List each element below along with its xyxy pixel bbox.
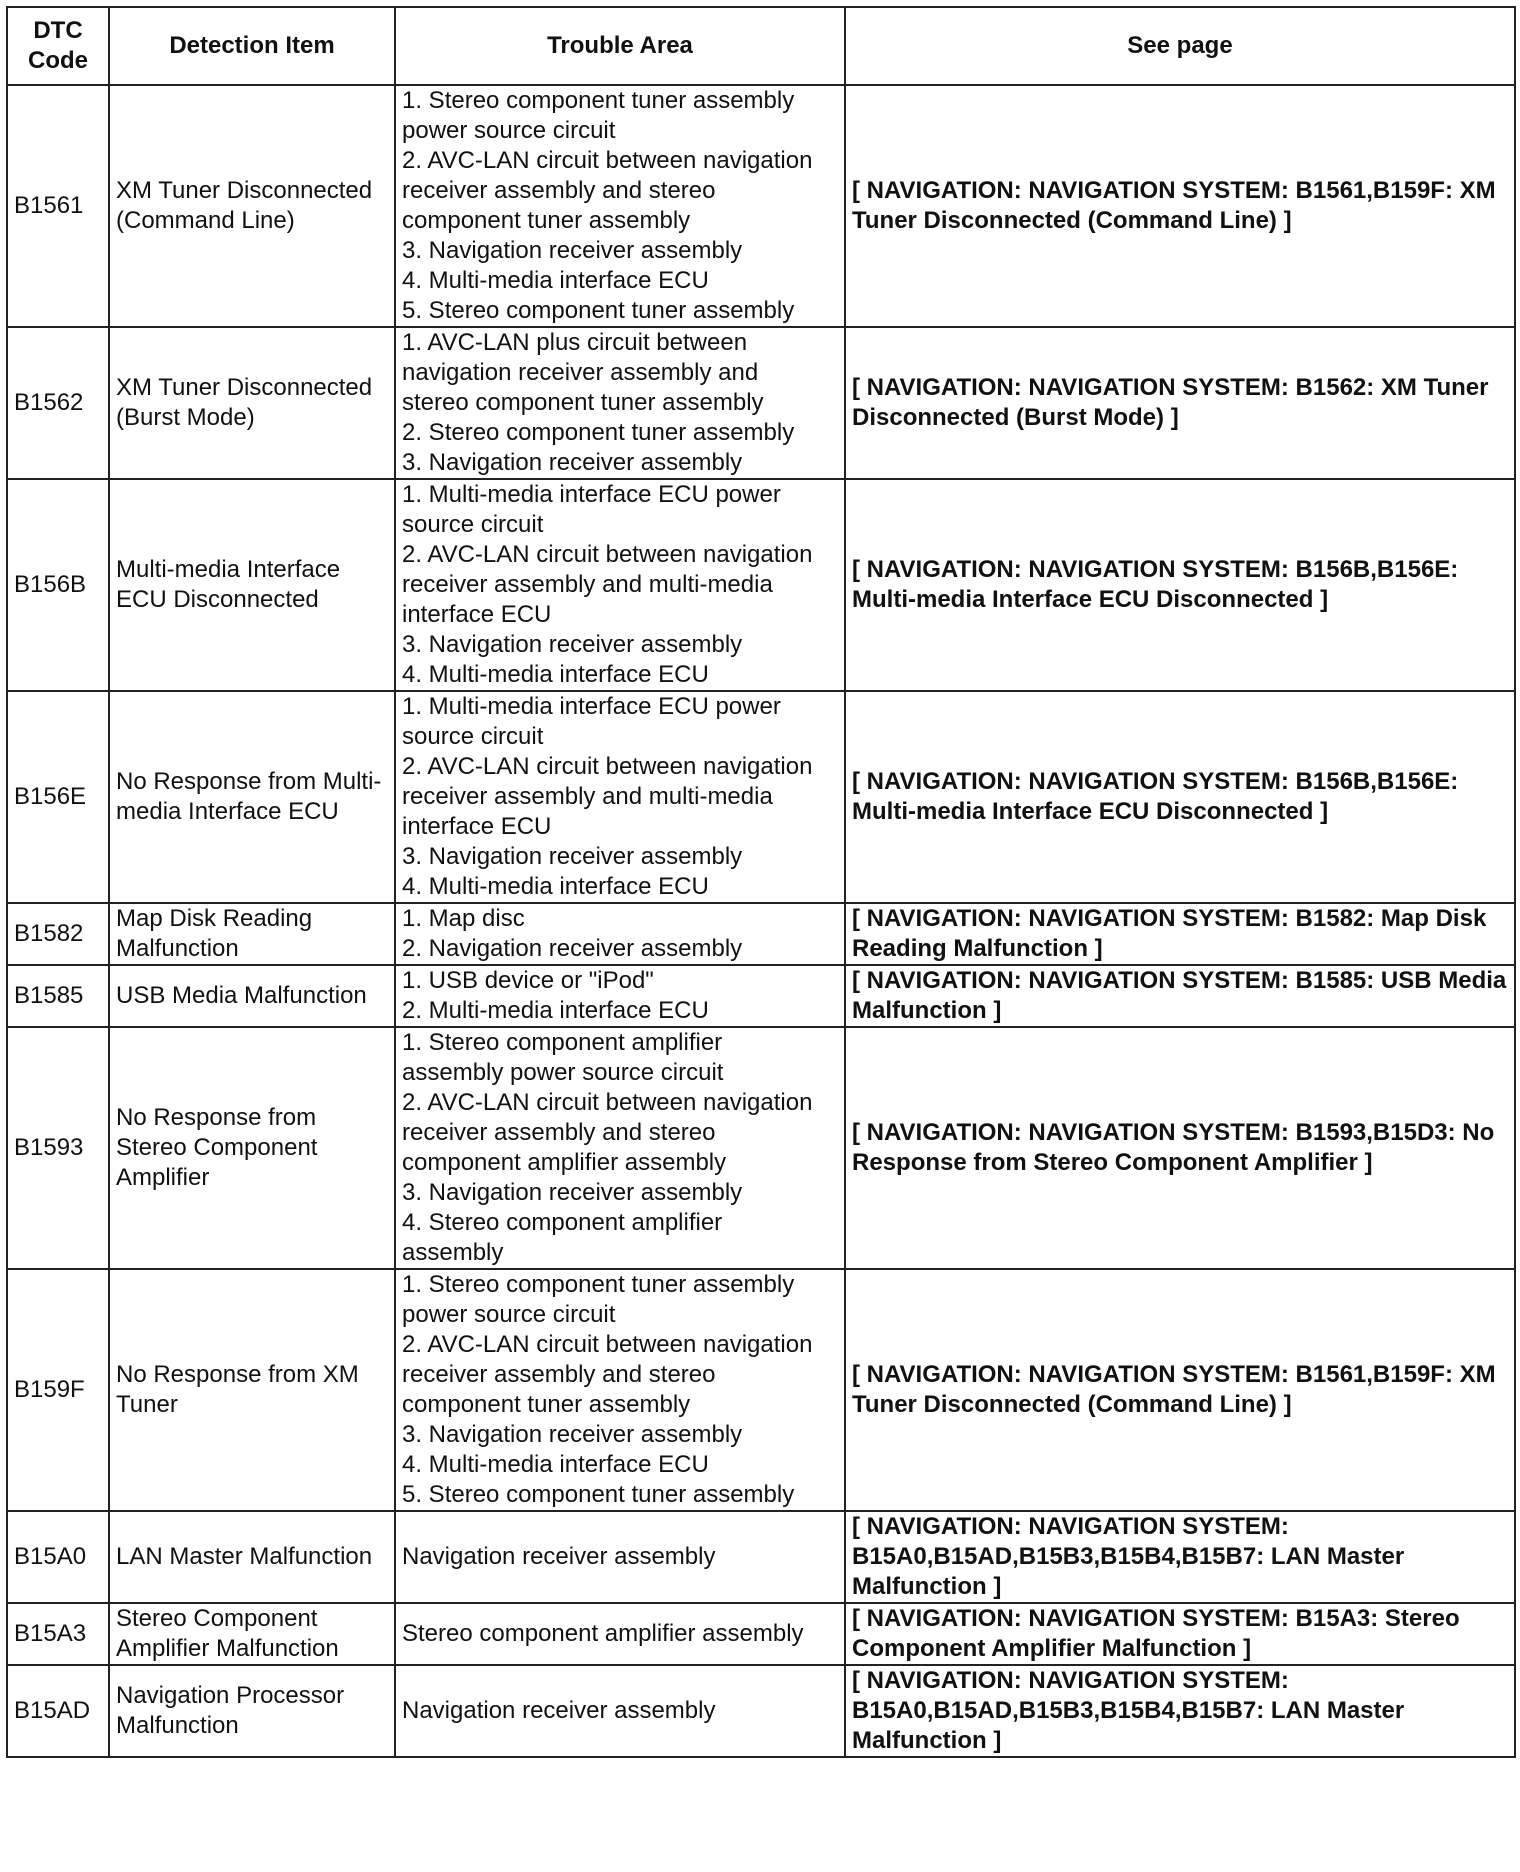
trouble-area-line: stereo component tuner assembly [402, 389, 764, 416]
table-row [7, 1511, 1515, 1603]
see-page-link[interactable]: [ NAVIGATION: NAVIGATION SYSTEM: B15A3: Stereo Component Amplifier Malfunction ] [845, 1603, 1515, 1665]
trouble-area-cell [395, 479, 845, 691]
trouble-area-cell [395, 691, 845, 903]
table-row [7, 691, 1515, 903]
trouble-area-line: 4. Multi-media interface ECU [402, 267, 709, 294]
detection-item-cell: Navigation Processor Malfunction [109, 1665, 395, 1757]
detection-item-cell: Stereo Component Amplifier Malfunction [109, 1603, 395, 1665]
dtc-table [6, 6, 1516, 1758]
table-row [7, 903, 1515, 965]
dtc-code-cell: B15AD [7, 1665, 109, 1757]
trouble-area-cell [395, 1665, 845, 1757]
detection-item-cell: USB Media Malfunction [109, 965, 395, 1027]
trouble-area-line: assembly power source circuit [402, 1059, 724, 1086]
trouble-area-line: 1. Multi-media interface ECU power [402, 693, 781, 720]
see-page-link[interactable]: [ NAVIGATION: NAVIGATION SYSTEM: B1585: USB Media Malfunction ] [845, 965, 1515, 1027]
trouble-area-cell [395, 1603, 845, 1665]
table-body [7, 85, 1515, 1757]
detection-item-cell: Multi-media Interface ECU Disconnected [109, 479, 395, 691]
dtc-code-cell: B156B [7, 479, 109, 691]
trouble-area-cell [395, 327, 845, 479]
trouble-area-line: 1. Stereo component amplifier [402, 1029, 723, 1056]
trouble-area-cell [395, 903, 845, 965]
see-page-link[interactable]: [ NAVIGATION: NAVIGATION SYSTEM: B156B,B156E: Multi-media Interface ECU Disconnected ] [845, 479, 1515, 691]
trouble-area-line: 2. Multi-media interface ECU [402, 997, 709, 1024]
trouble-area-line: interface ECU [402, 601, 552, 628]
detection-item-cell: No Response from Stereo Component Amplifier [109, 1027, 395, 1269]
see-page-link[interactable]: [ NAVIGATION: NAVIGATION SYSTEM: B1593,B15D3: No Response from Stereo Component Amplifier ] [845, 1027, 1515, 1269]
trouble-area-line: 3. Navigation receiver assembly [402, 1421, 743, 1448]
table-row [7, 1027, 1515, 1269]
trouble-area-line: 3. Navigation receiver assembly [402, 843, 743, 870]
trouble-area-line: source circuit [402, 723, 544, 750]
trouble-area-line: 5. Stereo component tuner assembly [402, 1481, 795, 1508]
see-page-link[interactable]: [ NAVIGATION: NAVIGATION SYSTEM: B1582: Map Disk Reading Malfunction ] [845, 903, 1515, 965]
trouble-area-line: assembly [402, 1239, 504, 1266]
trouble-area-line: 1. USB device or "iPod" [402, 967, 654, 994]
trouble-area-line: 5. Stereo component tuner assembly [402, 297, 795, 324]
trouble-area-line: 2. AVC-LAN circuit between navigation [402, 753, 813, 780]
trouble-area-line: 1. Multi-media interface ECU power [402, 481, 781, 508]
detection-item-cell: No Response from Multi-media Interface ECU [109, 691, 395, 903]
trouble-area-line: 1. Stereo component tuner assembly [402, 87, 795, 114]
trouble-area-line: component tuner assembly [402, 1391, 691, 1418]
trouble-area-cell [395, 1269, 845, 1511]
table-row [7, 479, 1515, 691]
detection-item-cell: XM Tuner Disconnected (Burst Mode) [109, 327, 395, 479]
table-row [7, 1665, 1515, 1757]
header-detection-item: Detection Item [109, 7, 395, 85]
trouble-area-line: receiver assembly and multi-media [402, 783, 773, 810]
header-dtc-code: DTC Code [7, 7, 109, 85]
trouble-area-line: 3. Navigation receiver assembly [402, 449, 743, 476]
trouble-area-line: 3. Navigation receiver assembly [402, 631, 743, 658]
trouble-area-line: Navigation receiver assembly [402, 1543, 716, 1570]
trouble-area-cell [395, 1027, 845, 1269]
detection-item-cell: XM Tuner Disconnected (Command Line) [109, 85, 395, 327]
trouble-area-line: 4. Multi-media interface ECU [402, 661, 709, 688]
trouble-area-line: 4. Multi-media interface ECU [402, 873, 709, 900]
dtc-code-cell: B1582 [7, 903, 109, 965]
trouble-area-line: power source circuit [402, 1301, 616, 1328]
trouble-area-cell [395, 965, 845, 1027]
trouble-area-line: 1. Map disc [402, 905, 525, 932]
dtc-code-cell: B156E [7, 691, 109, 903]
dtc-code-cell: B1593 [7, 1027, 109, 1269]
dtc-code-cell: B1562 [7, 327, 109, 479]
trouble-area-line: navigation receiver assembly and [402, 359, 759, 386]
trouble-area-line: 1. AVC-LAN plus circuit between [402, 329, 748, 356]
dtc-code-cell: B159F [7, 1269, 109, 1511]
trouble-area-line: 3. Navigation receiver assembly [402, 1179, 743, 1206]
table-row [7, 327, 1515, 479]
trouble-area-line: 2. Stereo component tuner assembly [402, 419, 795, 446]
table-row [7, 1269, 1515, 1511]
trouble-area-cell [395, 1511, 845, 1603]
detection-item-cell: No Response from XM Tuner [109, 1269, 395, 1511]
see-page-link[interactable]: [ NAVIGATION: NAVIGATION SYSTEM: B15A0,B15AD,B15B3,B15B4,B15B7: LAN Master Malfunction ] [845, 1511, 1515, 1603]
table-row [7, 85, 1515, 327]
table-row [7, 965, 1515, 1027]
detection-item-cell: Map Disk Reading Malfunction [109, 903, 395, 965]
trouble-area-line: Stereo component amplifier assembly [402, 1620, 804, 1647]
see-page-link[interactable]: [ NAVIGATION: NAVIGATION SYSTEM: B1561,B159F: XM Tuner Disconnected (Command Line) ] [845, 85, 1515, 327]
dtc-code-cell: B1561 [7, 85, 109, 327]
trouble-area-line: receiver assembly and stereo [402, 1361, 716, 1388]
trouble-area-line: receiver assembly and multi-media [402, 571, 773, 598]
trouble-area-line: 2. AVC-LAN circuit between navigation [402, 1331, 813, 1358]
trouble-area-line: receiver assembly and stereo [402, 177, 716, 204]
dtc-code-cell: B15A0 [7, 1511, 109, 1603]
trouble-area-line: 2. AVC-LAN circuit between navigation [402, 541, 813, 568]
see-page-link[interactable]: [ NAVIGATION: NAVIGATION SYSTEM: B156B,B156E: Multi-media Interface ECU Disconnected ] [845, 691, 1515, 903]
dtc-code-cell: B1585 [7, 965, 109, 1027]
trouble-area-line: component tuner assembly [402, 207, 691, 234]
table-header-row [7, 7, 1515, 85]
trouble-area-cell [395, 85, 845, 327]
see-page-link[interactable]: [ NAVIGATION: NAVIGATION SYSTEM: B15A0,B15AD,B15B3,B15B4,B15B7: LAN Master Malfunction ] [845, 1665, 1515, 1757]
trouble-area-line: receiver assembly and stereo [402, 1119, 716, 1146]
trouble-area-line: 4. Stereo component amplifier [402, 1209, 723, 1236]
trouble-area-line: source circuit [402, 511, 544, 538]
trouble-area-line: component amplifier assembly [402, 1149, 727, 1176]
trouble-area-line: 2. Navigation receiver assembly [402, 935, 743, 962]
table-row [7, 1603, 1515, 1665]
trouble-area-line: 4. Multi-media interface ECU [402, 1451, 709, 1478]
trouble-area-line: 1. Stereo component tuner assembly [402, 1271, 795, 1298]
dtc-code-cell: B15A3 [7, 1603, 109, 1665]
trouble-area-line: 2. AVC-LAN circuit between navigation [402, 1089, 813, 1116]
see-page-link[interactable]: [ NAVIGATION: NAVIGATION SYSTEM: B1561,B159F: XM Tuner Disconnected (Command Line) ] [845, 1269, 1515, 1511]
header-trouble-area: Trouble Area [395, 7, 845, 85]
trouble-area-line: 2. AVC-LAN circuit between navigation [402, 147, 813, 174]
header-see-page: See page [845, 7, 1515, 85]
trouble-area-line: power source circuit [402, 117, 616, 144]
trouble-area-line: interface ECU [402, 813, 552, 840]
detection-item-cell: LAN Master Malfunction [109, 1511, 395, 1603]
trouble-area-line: 3. Navigation receiver assembly [402, 237, 743, 264]
trouble-area-line: Navigation receiver assembly [402, 1697, 716, 1724]
see-page-link[interactable]: [ NAVIGATION: NAVIGATION SYSTEM: B1562: XM Tuner Disconnected (Burst Mode) ] [845, 327, 1515, 479]
